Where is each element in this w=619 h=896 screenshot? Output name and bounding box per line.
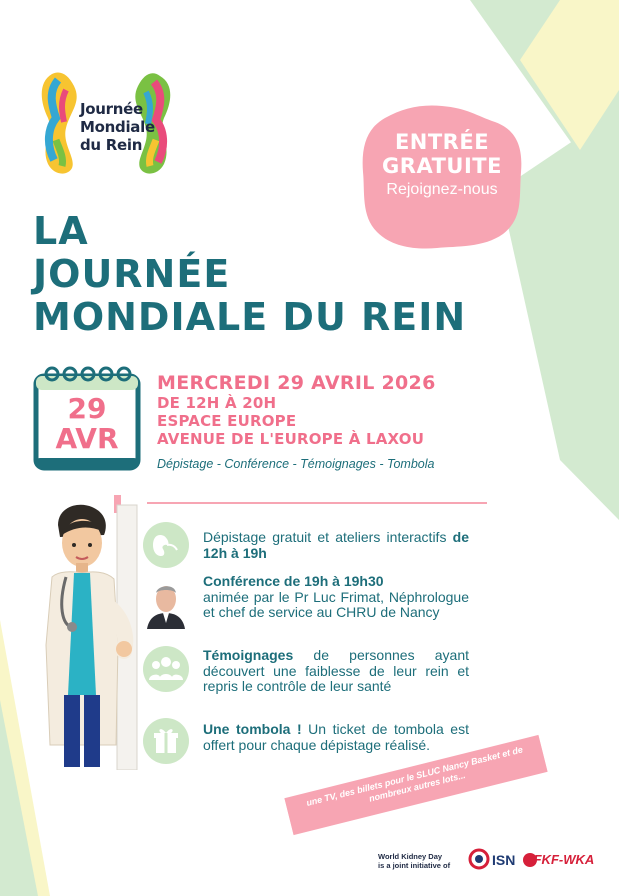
logo-line3: du Rein <box>80 136 143 154</box>
divider <box>147 502 487 504</box>
feature-tombola <box>203 722 469 753</box>
event-venue: ESPACE EUROPE <box>157 412 297 430</box>
event-tags: Dépistage - Conférence - Témoignages - Tombola <box>157 457 435 471</box>
event-info <box>157 372 497 472</box>
calendar-month: AVR <box>55 422 119 455</box>
feature-tombola-bold: Une tombola ! <box>203 721 302 737</box>
people-icon <box>143 646 189 692</box>
event-address: AVENUE DE L'EUROPE À LAXOU <box>157 430 425 448</box>
feature-screening-plain: Dépistage gratuit et ateliers interactifs <box>203 529 453 545</box>
footer-wkd <box>378 852 462 870</box>
feature-screening-bold: de 12h à 19h <box>203 529 469 561</box>
page-title <box>33 210 473 339</box>
title-line1: LA <box>33 209 89 253</box>
feature-tombola-plain: Un ticket de tombola est offert pour chaque dépistage réalisé. <box>203 721 469 753</box>
logo-text <box>80 100 170 154</box>
title-line3: MONDIALE DU REIN <box>33 295 467 339</box>
kidney-icon <box>143 522 189 568</box>
isn-logo-text: ISN <box>492 852 516 868</box>
calendar-date <box>32 394 142 454</box>
entry-badge <box>357 130 527 200</box>
event-hours: DE 12H À 20H <box>157 394 277 412</box>
badge-line2: GRATUITE <box>382 154 502 178</box>
feature-conference-plain: animée par le Pr Luc Frimat, Néphrologue et chef de service au CHRU de Nancy <box>203 588 469 620</box>
event-date: MERCREDI 29 AVRIL 2026 <box>157 372 436 394</box>
footer-wkd-line1: World Kidney Day <box>378 852 443 861</box>
title-line2: JOURNÉE <box>33 252 231 296</box>
badge-line1: ENTRÉE <box>394 130 490 154</box>
feature-testimonials-bold: Témoignages <box>203 647 294 663</box>
ifkf-logo-text: IFKF-WKA <box>530 852 595 867</box>
feature-testimonials <box>203 648 469 695</box>
feature-conference-bold: Conférence de 19h à 19h30 <box>203 573 384 589</box>
logo-line2: Mondiale <box>80 118 155 136</box>
footer-wkd-line2: is a joint initiative of <box>378 861 451 870</box>
doctor-illustration-icon <box>44 495 144 770</box>
feature-testimonials-plain: de personnes ayant découvert une faiblesse de leur rein et repris le contrôle de leur santé <box>203 647 469 694</box>
calendar-day: 29 <box>67 392 107 425</box>
prize-ribbon: une TV, des billets pour le SLUC Nancy Basket et de nombreux autres lots... <box>305 744 524 808</box>
speaker-avatar <box>143 577 189 629</box>
feature-conference <box>203 574 469 621</box>
gift-icon <box>143 718 189 764</box>
badge-line3: Rejoignez-nous <box>386 181 498 198</box>
feature-screening <box>203 530 469 561</box>
logo-line1: Journée <box>80 100 143 118</box>
